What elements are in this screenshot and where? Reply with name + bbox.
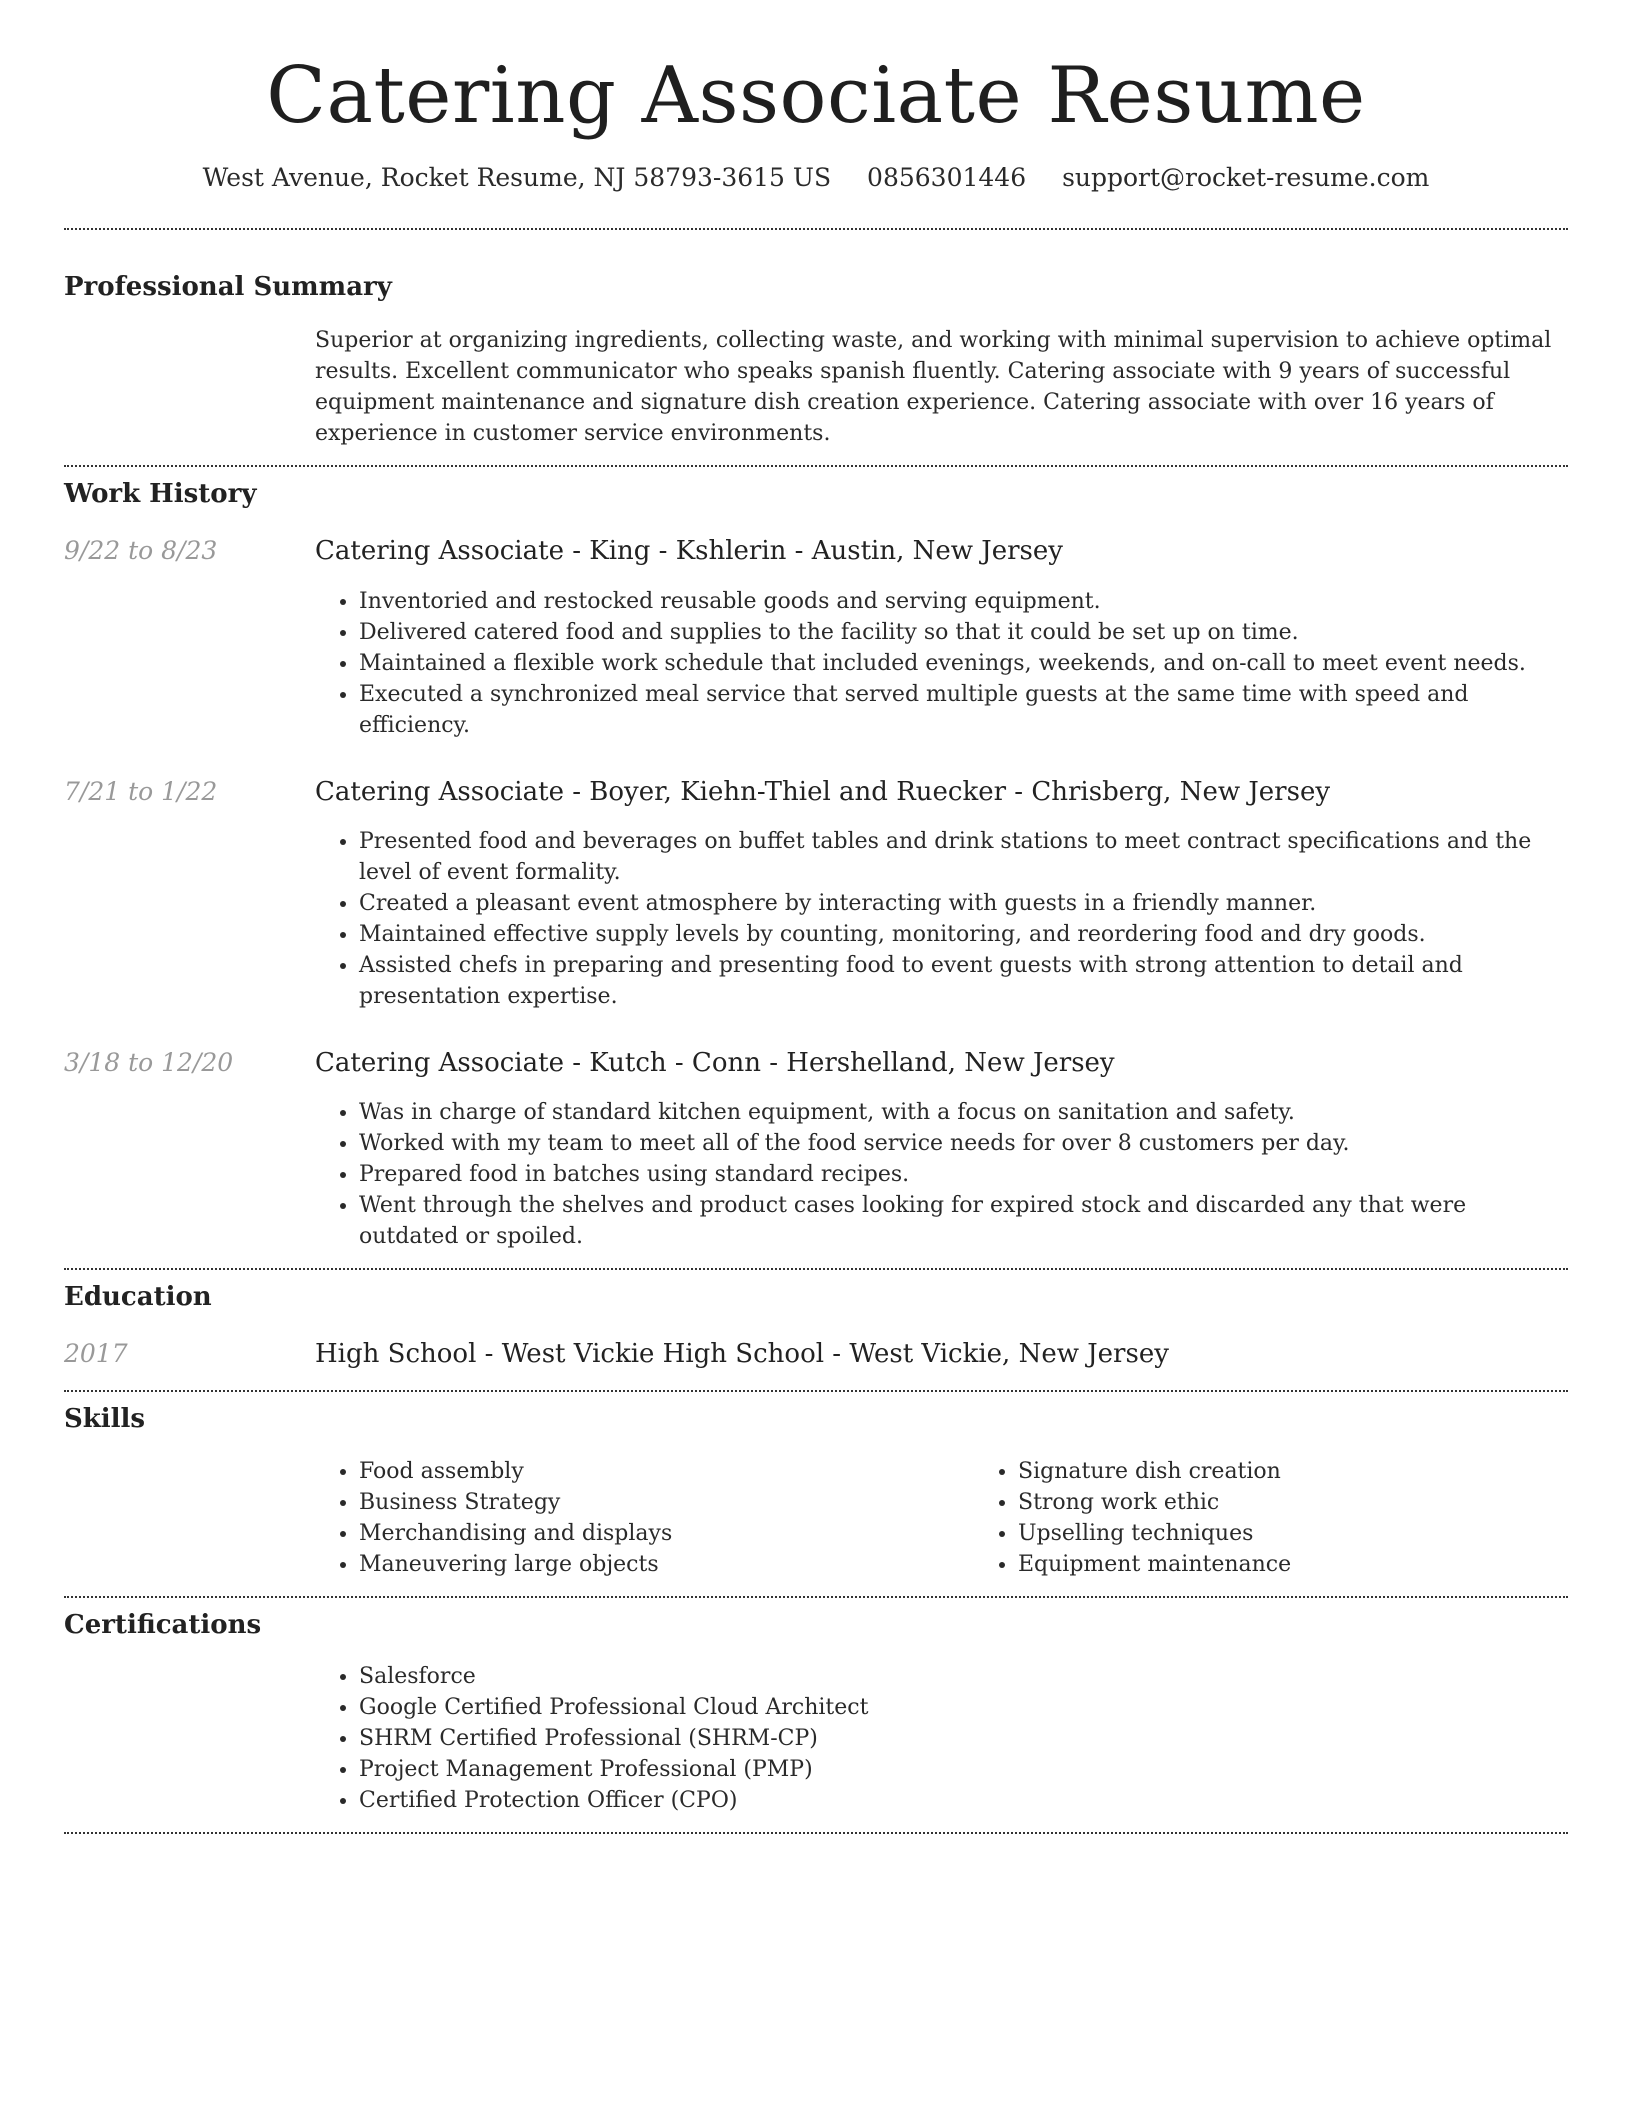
education-section xyxy=(64,1270,1568,1370)
summary-text: Superior at organizing ingredients, collecting waste, and working with minimal supervision to achieve optimal results. Excellent communicator who speaks spanish fluently. Catering associate with 9 years of successful equipment maintenance and signature dish creation experience. Catering associate with over 16 years of experience in customer service environments. xyxy=(315,328,1552,447)
education-title: High School - West Vickie High School - West Vickie, New Jersey xyxy=(315,1339,1169,1370)
list-item: • Upselling techniques xyxy=(1018,1518,1632,1549)
list-item: • Presented food and beverages on buffet tables and drink stations to meet contract specifications and the level of event formality. xyxy=(359,826,1568,888)
education-year: 2017 xyxy=(64,1339,128,1369)
skills-grid xyxy=(315,1456,1568,1580)
job-entry xyxy=(64,777,1568,1012)
job-title: Catering Associate - King - Kshlerin - Austin, New Jersey xyxy=(315,536,1063,567)
list-item: • Delivered catered food and supplies to the facility so that it could be set up on time. xyxy=(359,617,1568,648)
job-entry xyxy=(64,536,1568,740)
skills-list-left xyxy=(315,1456,974,1580)
job-dates: 3/18 to 12/20 xyxy=(64,1047,234,1077)
list-item: • Went through the shelves and product cases looking for expired stock and discarded any that were outdated or spoiled. xyxy=(359,1190,1568,1252)
list-item: • Signature dish creation xyxy=(1018,1456,1632,1487)
list-item: • SHRM Certified Professional (SHRM-CP) xyxy=(359,1723,1568,1754)
list-item: • Was in charge of standard kitchen equipment, with a focus on sanitation and safety. xyxy=(359,1097,1568,1128)
work-history-section xyxy=(64,467,1568,1252)
contact-line xyxy=(64,162,1568,195)
list-item: • Executed a synchronized meal service that served multiple guests at the same time with speed and efficiency. xyxy=(359,679,1568,741)
skills-section xyxy=(64,1392,1568,1579)
list-item: • Business Strategy xyxy=(359,1487,974,1518)
resume-title: Catering Associate Resume xyxy=(266,51,1366,141)
job-title: Catering Associate - Kutch - Conn - Hershelland, New Jersey xyxy=(315,1047,1115,1078)
summary-heading: Professional Summary xyxy=(64,272,392,303)
list-item: • Certified Protection Officer (CPO) xyxy=(359,1785,1568,1816)
certifications-list-wrap xyxy=(315,1661,1568,1816)
list-item: • Salesforce xyxy=(359,1661,1568,1692)
certifications-list xyxy=(315,1661,1568,1816)
list-item: • Maintained effective supply levels by counting, monitoring, and reordering food and dry goods. xyxy=(359,919,1568,950)
resume-header xyxy=(64,50,1568,194)
job-bullets xyxy=(315,1097,1568,1252)
list-item: • Food assembly xyxy=(359,1456,974,1487)
list-item: • Created a pleasant event atmosphere by interacting with guests in a friendly manner. xyxy=(359,888,1568,919)
contact-phone: 0856301446 xyxy=(867,162,1027,192)
skills-heading: Skills xyxy=(64,1404,146,1435)
job-entry xyxy=(64,1048,1568,1252)
list-item: • Assisted chefs in preparing and presenting food to event guests with strong attention to detail and presentation expertise. xyxy=(359,950,1568,1012)
list-item: • Merchandising and displays xyxy=(359,1518,974,1549)
section-divider xyxy=(64,1832,1568,1834)
list-item: • Maneuvering large objects xyxy=(359,1549,974,1580)
skills-list-right xyxy=(974,1456,1632,1580)
education-heading: Education xyxy=(64,1282,212,1313)
work-history-heading: Work History xyxy=(64,479,257,510)
list-item: • Inventoried and restocked reusable goods and serving equipment. xyxy=(359,586,1568,617)
list-item: • Maintained a flexible work schedule that included evenings, weekends, and on-call to meet event needs. xyxy=(359,648,1568,679)
job-dates: 9/22 to 8/23 xyxy=(64,536,218,566)
contact-email: support@rocket-resume.com xyxy=(1062,162,1430,192)
job-dates: 7/21 to 1/22 xyxy=(64,776,218,806)
list-item: • Prepared food in batches using standard recipes. xyxy=(359,1159,1568,1190)
list-item: • Equipment maintenance xyxy=(1018,1549,1632,1580)
job-title: Catering Associate - Boyer, Kiehn-Thiel and Ruecker - Chrisberg, New Jersey xyxy=(315,776,1331,807)
list-item: • Google Certified Professional Cloud Architect xyxy=(359,1692,1568,1723)
certifications-heading: Certifications xyxy=(64,1609,262,1640)
job-bullets xyxy=(315,586,1568,741)
education-entry xyxy=(64,1339,1568,1370)
list-item: • Worked with my team to meet all of the food service needs for over 8 customers per day. xyxy=(359,1128,1568,1159)
job-bullets xyxy=(315,826,1568,1012)
contact-address: West Avenue, Rocket Resume, NJ 58793-3615 US xyxy=(202,162,832,192)
list-item: • Project Management Professional (PMP) xyxy=(359,1754,1568,1785)
summary-section xyxy=(64,230,1568,449)
list-item: • Strong work ethic xyxy=(1018,1487,1632,1518)
certifications-section xyxy=(64,1598,1568,1816)
